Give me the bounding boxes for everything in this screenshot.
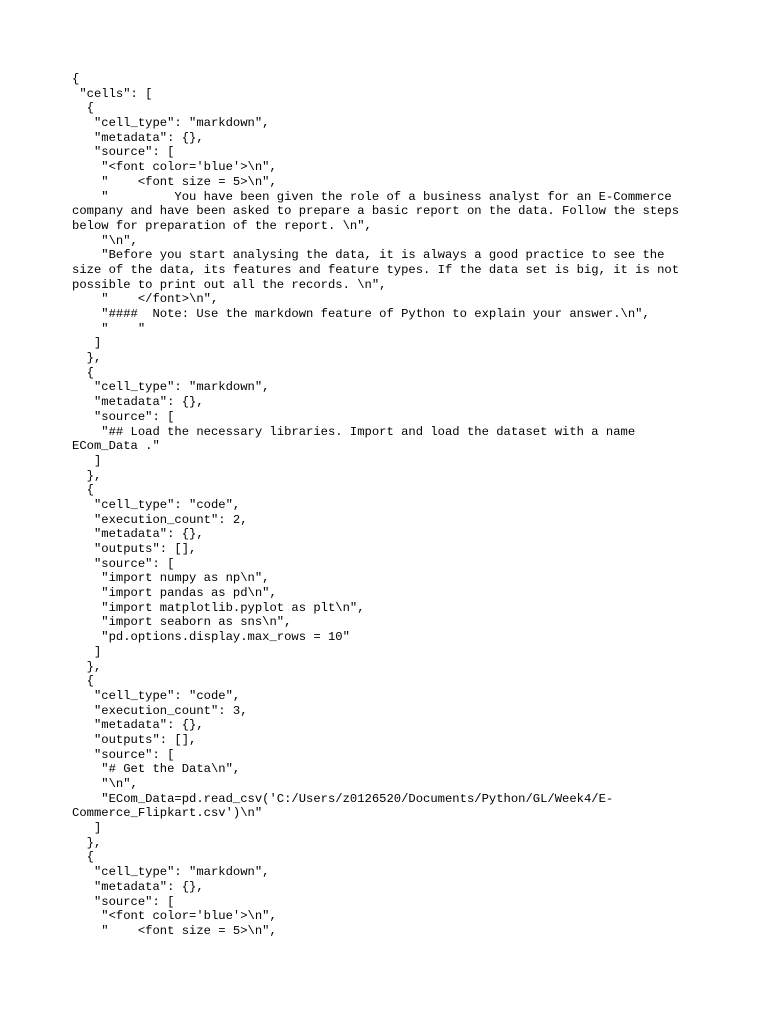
document-line: "import matplotlib.pyplot as plt\n",	[72, 600, 365, 615]
document-line: ]	[72, 336, 102, 351]
document-line: ]	[72, 821, 102, 836]
document-line: {	[72, 365, 94, 380]
document-line: possible to print out all the records. \n",	[72, 277, 387, 292]
document-line: "## Load the necessary libraries. Import and load the dataset with a name	[72, 424, 636, 439]
document-line: "cell_type": "code",	[72, 497, 241, 512]
document-line: {	[72, 101, 94, 116]
document-line: " You have been given the role of a business analyst for an E-Commerce	[72, 189, 672, 204]
document-line: "pd.options.display.max_rows = 10"	[72, 630, 350, 645]
document-line: "cell_type": "markdown",	[72, 380, 270, 395]
document-line: ECom_Data ."	[72, 439, 160, 454]
document-line: " <font size = 5>\n",	[72, 923, 277, 938]
document-line: " "	[72, 321, 146, 336]
document-line: "\n",	[72, 233, 138, 248]
document-line: "\n",	[72, 777, 138, 791]
document-line: },	[72, 659, 102, 674]
document-line: "cell_type": "markdown",	[72, 116, 270, 131]
document-line: "ECom_Data=pd.read_csv('C:/Users/z0126520/Documents/Python/GL/Week4/E-	[72, 791, 614, 806]
document-line: "cell_type": "markdown",	[72, 865, 270, 880]
document-line: " <font size = 5>\n",	[72, 174, 277, 189]
document-line: Commerce_Flipkart.csv')\n"	[72, 806, 263, 821]
document-line: "metadata": {},	[72, 130, 204, 145]
document-line: "import pandas as pd\n",	[72, 586, 277, 601]
document-line: {	[72, 674, 94, 689]
document-line: {	[72, 483, 94, 498]
document-line: "metadata": {},	[72, 879, 204, 894]
document-line: below for preparation of the report. \n",	[72, 218, 372, 233]
document-line: size of the data, its features and feature types. If the data set is big, it is not	[72, 262, 680, 277]
document-line: "<font color='blue'>\n",	[72, 160, 277, 175]
document-line: },	[72, 351, 102, 366]
document-page	[72, 72, 702, 939]
document-line: {	[72, 850, 94, 865]
document-line: "metadata": {},	[72, 395, 204, 410]
document-line: "outputs": [],	[72, 732, 197, 747]
document-line: "execution_count": 3,	[72, 703, 248, 718]
document-line: "import numpy as np\n",	[72, 571, 270, 586]
document-line: "source": [	[72, 145, 175, 160]
document-line: "execution_count": 2,	[72, 512, 248, 527]
document-line: },	[72, 468, 102, 483]
document-line: "outputs": [],	[72, 542, 197, 556]
document-line: },	[72, 835, 102, 850]
document-line: "#### Note: Use the markdown feature of Python to explain your answer.\n",	[72, 307, 650, 321]
document-line: "source": [	[72, 556, 175, 571]
document-line: "source": [	[72, 747, 175, 762]
document-line: "Before you start analysing the data, it is always a good practice to see the	[72, 248, 665, 263]
document-line: "<font color='blue'>\n",	[72, 909, 277, 924]
document-line: "source": [	[72, 894, 175, 909]
document-line: "cells": [	[72, 86, 153, 101]
document-line: "metadata": {},	[72, 718, 204, 733]
document-line: "# Get the Data\n",	[72, 762, 241, 777]
document-line: ]	[72, 644, 102, 659]
document-line: "metadata": {},	[72, 527, 204, 542]
document-line: {	[72, 72, 80, 86]
document-line: " </font>\n",	[72, 292, 219, 307]
document-line: "source": [	[72, 409, 175, 424]
document-line: company and have been asked to prepare a basic report on the data. Follow the steps	[72, 204, 680, 219]
document-line: "import seaborn as sns\n",	[72, 615, 292, 630]
document-line: ]	[72, 453, 102, 468]
document-line: "cell_type": "code",	[72, 688, 241, 703]
